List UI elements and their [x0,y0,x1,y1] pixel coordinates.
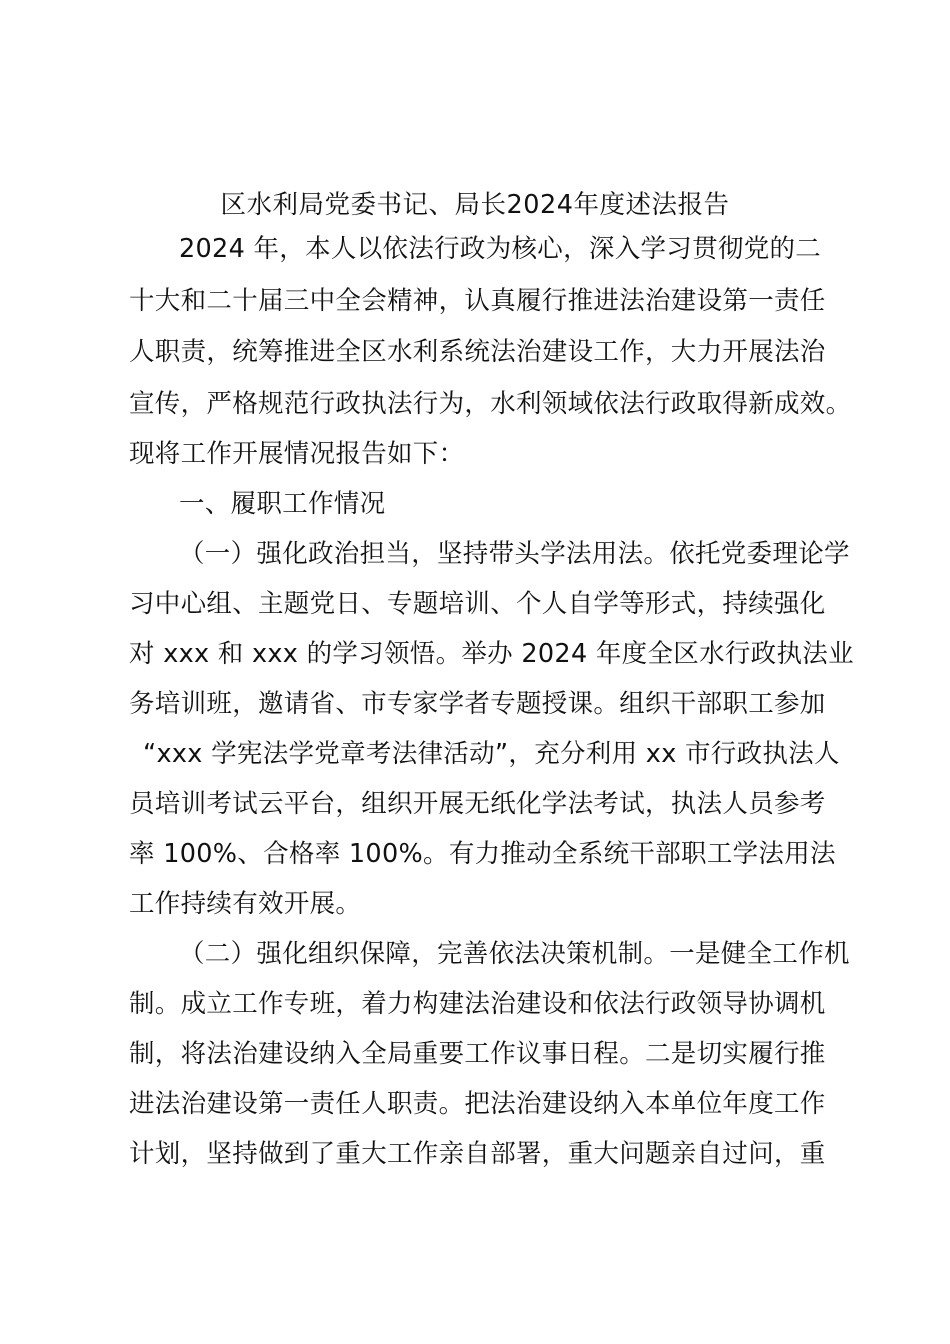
paragraph-line: 宣传，严格规范行政执法行为，水利领域依法行政取得新成效。 [129,389,852,419]
paragraph-line: （一）强化政治担当，坚持带头学法用法。依托党委理论学 [179,539,850,569]
paragraph-line: 习中心组、主题党日、专题培训、个人自学等形式，持续强化 [129,589,826,619]
section-heading: 一、履职工作情况 [179,489,386,519]
paragraph-line: （二）强化组织保障，完善依法决策机制。一是健全工作机 [179,939,850,969]
paragraph-line: “xxx 学宪法学党章考法律活动”，充分利用 xx 市行政执法人 [143,739,840,769]
paragraph-line: 率 100%、合格率 100%。有力推动全系统干部职工学法用法 [129,839,836,869]
paragraph-line: 制，将法治建设纳入全局重要工作议事日程。二是切实履行推 [129,1039,826,1069]
paragraph-line: 务培训班，邀请省、市专家学者专题授课。组织干部职工参加 [129,689,826,719]
paragraph-line: 十大和二十届三中全会精神，认真履行推进法治建设第一责任 [129,286,826,316]
paragraph-line: 对 xxx 和 xxx 的学习领悟。举办 2024 年度全区水行政执法业 [129,639,854,669]
paragraph-line: 工作持续有效开展。 [129,889,362,919]
document-title: 区水利局党委书记、局长2024年度述法报告 [220,190,730,220]
paragraph-line: 制。成立工作专班，着力构建法治建设和依法行政领导协调机 [129,989,826,1019]
paragraph-line: 2024 年，本人以依法行政为核心，深入学习贯彻党的二 [179,234,822,264]
paragraph-line: 计划，坚持做到了重大工作亲自部署，重大问题亲自过问，重 [129,1139,826,1169]
paragraph-line: 员培训考试云平台，组织开展无纸化学法考试，执法人员参考 [129,789,826,819]
paragraph-line: 人职责，统筹推进全区水利系统法治建设工作，大力开展法治 [129,337,826,367]
paragraph-line: 进法治建设第一责任人职责。把法治建设纳入本单位年度工作 [129,1089,826,1119]
paragraph-line: 现将工作开展情况报告如下： [129,439,465,469]
